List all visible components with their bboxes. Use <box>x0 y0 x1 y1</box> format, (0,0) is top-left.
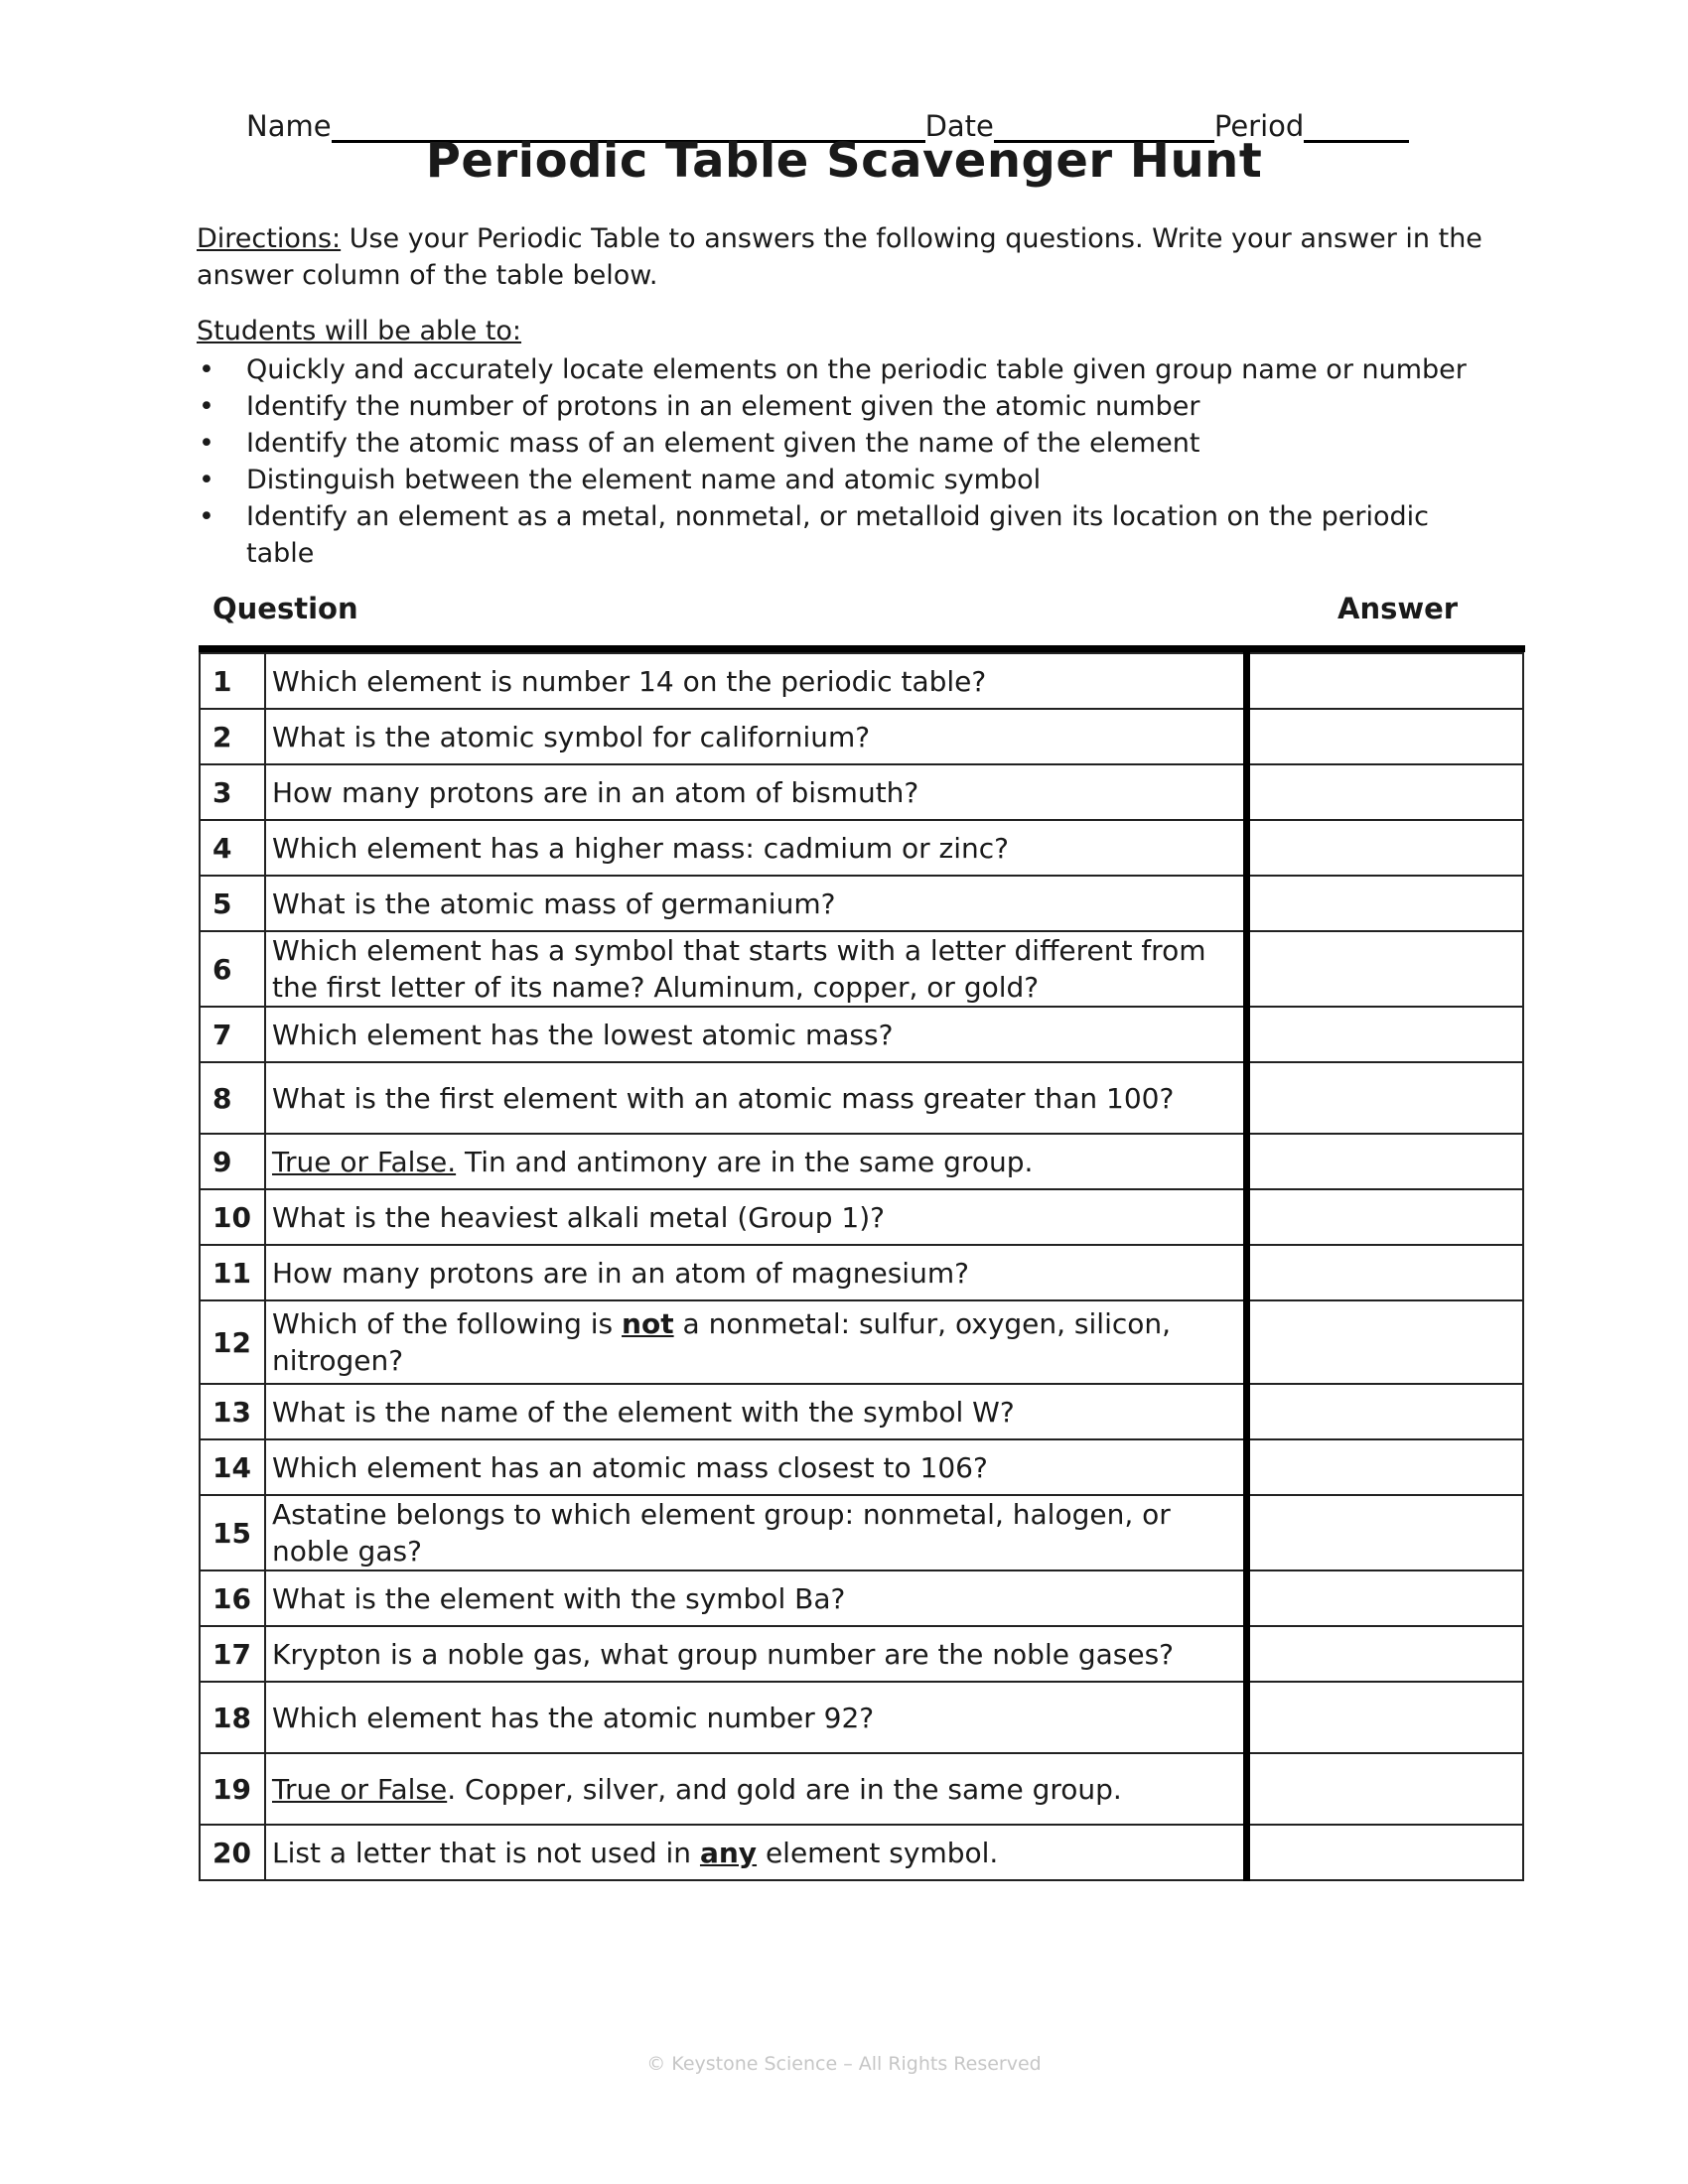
date-label: Date <box>924 109 994 143</box>
question-text <box>265 1753 1247 1825</box>
question-number: 3 <box>200 764 265 820</box>
answer-cell[interactable] <box>1247 876 1524 931</box>
question-text <box>265 1570 1247 1626</box>
question-number: 11 <box>200 1245 265 1300</box>
answer-cell[interactable] <box>1247 820 1524 876</box>
question-text <box>265 1007 1247 1062</box>
table-row <box>200 653 1523 709</box>
table-row <box>200 1825 1523 1880</box>
table-row <box>200 1495 1523 1570</box>
question-text <box>265 1245 1247 1300</box>
question-text <box>265 1189 1247 1245</box>
question-text <box>265 1825 1247 1880</box>
answer-cell[interactable] <box>1247 1384 1524 1439</box>
objective-item <box>197 388 1487 425</box>
question-text-pre: Which element is number 14 on the periodic table? <box>272 664 987 698</box>
question-number: 19 <box>200 1753 265 1825</box>
table-row <box>200 876 1523 931</box>
answer-cell[interactable] <box>1247 709 1524 764</box>
answer-cell[interactable] <box>1247 1300 1524 1384</box>
answer-cell[interactable] <box>1247 653 1524 709</box>
table-row <box>200 1439 1523 1495</box>
question-number: 6 <box>200 931 265 1007</box>
table-row <box>200 1570 1523 1626</box>
table-row <box>200 709 1523 764</box>
answer-cell[interactable] <box>1247 1682 1524 1753</box>
answer-cell[interactable] <box>1247 1495 1524 1570</box>
question-text-pre: Astatine belongs to which element group: nonmetal, halogen, or noble gas? <box>272 1498 1171 1568</box>
question-number: 7 <box>200 1007 265 1062</box>
objective-text: Identify the atomic mass of an element given the name of the element <box>246 428 1200 459</box>
objective-item <box>197 425 1487 462</box>
bullet-icon: • <box>199 501 214 532</box>
question-text-pre: List a letter that is not used in <box>272 1836 700 1869</box>
directions-label: Directions: <box>197 223 342 254</box>
question-text <box>265 931 1247 1007</box>
question-number: 10 <box>200 1189 265 1245</box>
question-text <box>265 653 1247 709</box>
answer-cell[interactable] <box>1247 1570 1524 1626</box>
question-text-pre: Which element has an atomic mass closest to 106? <box>272 1450 988 1484</box>
bullet-icon: • <box>199 354 214 385</box>
table-row <box>200 820 1523 876</box>
table-row <box>200 1300 1523 1384</box>
question-text <box>265 709 1247 764</box>
question-text-emphasis: any <box>699 1836 758 1869</box>
question-text-emphasis: not <box>622 1307 674 1340</box>
table-row <box>200 931 1523 1007</box>
question-number: 9 <box>200 1134 265 1189</box>
objective-text: Identify the number of protons in an element given the atomic number <box>246 391 1200 422</box>
objective-item <box>197 351 1487 388</box>
question-text-post: Tin and antimony are in the same group. <box>456 1145 1034 1178</box>
question-text <box>265 1134 1247 1189</box>
table-row <box>200 1245 1523 1300</box>
question-text-pre: Which element has a higher mass: cadmium or zinc? <box>272 831 1010 865</box>
question-text-pre: What is the atomic symbol for californium? <box>272 720 871 753</box>
period-label: Period <box>1213 109 1305 143</box>
answer-cell[interactable] <box>1247 1439 1524 1495</box>
question-text <box>265 1495 1247 1570</box>
table-row <box>200 1007 1523 1062</box>
question-number: 1 <box>200 653 265 709</box>
answer-cell[interactable] <box>1247 1062 1524 1134</box>
table-row <box>200 1134 1523 1189</box>
copyright-footer: © Keystone Science – All Rights Reserved <box>646 2053 1042 2075</box>
question-text <box>265 1682 1247 1753</box>
question-text-pre: Krypton is a noble gas, what group number are the noble gases? <box>272 1637 1175 1671</box>
table-row <box>200 1682 1523 1753</box>
answer-cell[interactable] <box>1247 1134 1524 1189</box>
question-text-pre: Which element has a symbol that starts with a letter different from the first letter of its name? Aluminum, copper, or gold? <box>272 934 1206 1004</box>
question-text-pre: How many protons are in an atom of magnesium? <box>272 1256 969 1290</box>
answer-column-header: Answer <box>1337 592 1459 625</box>
question-text-post: . Copper, silver, and gold are in the same group. <box>447 1772 1122 1806</box>
objective-item <box>197 498 1487 572</box>
question-number: 15 <box>200 1495 265 1570</box>
objective-text: Distinguish between the element name and atomic symbol <box>246 465 1042 495</box>
question-text-pre: What is the atomic mass of germanium? <box>272 887 836 920</box>
answer-cell[interactable] <box>1247 1189 1524 1245</box>
question-number: 14 <box>200 1439 265 1495</box>
question-number: 5 <box>200 876 265 931</box>
table-top-rule <box>199 645 1525 652</box>
question-text-emphasis: True or False <box>272 1772 448 1806</box>
question-text-post: element symbol. <box>757 1836 999 1869</box>
directions-text: Use your Periodic Table to answers the following questions. Write your answer in the answer column of the table below. <box>197 223 1482 291</box>
question-text-pre: What is the first element with an atomic mass greater than 100? <box>272 1081 1175 1115</box>
bullet-icon: • <box>199 391 214 422</box>
question-number: 20 <box>200 1825 265 1880</box>
name-label: Name <box>246 109 332 143</box>
table-row <box>200 1626 1523 1682</box>
question-text <box>265 876 1247 931</box>
bullet-icon: • <box>199 428 214 459</box>
question-text-pre: Which of the following is <box>272 1307 623 1340</box>
table-row <box>200 1384 1523 1439</box>
question-number: 4 <box>200 820 265 876</box>
question-table <box>199 652 1524 1881</box>
question-text-pre: What is the name of the element with the symbol W? <box>272 1395 1015 1429</box>
answer-cell[interactable] <box>1247 1007 1524 1062</box>
directions <box>197 220 1487 294</box>
question-number: 16 <box>200 1570 265 1626</box>
answer-cell[interactable] <box>1247 1626 1524 1682</box>
answer-cell[interactable] <box>1247 1753 1524 1825</box>
objectives-list <box>197 351 1487 572</box>
table-row <box>200 764 1523 820</box>
objective-text: Identify an element as a metal, nonmetal, or metalloid given its location on the periodic table <box>246 501 1429 569</box>
question-text-post: a nonmetal: sulfur, oxygen, silicon, nitrogen? <box>272 1307 1172 1377</box>
question-text <box>265 1062 1247 1134</box>
table-row <box>200 1189 1523 1245</box>
question-text <box>265 1384 1247 1439</box>
objective-item <box>197 462 1487 498</box>
question-text-pre: How many protons are in an atom of bismuth? <box>272 775 919 809</box>
answer-cell[interactable] <box>1247 931 1524 1007</box>
question-number: 18 <box>200 1682 265 1753</box>
question-text-pre: What is the heaviest alkali metal (Group 1)? <box>272 1200 886 1234</box>
question-text-emphasis: True or False. <box>272 1145 457 1178</box>
answer-cell[interactable] <box>1247 764 1524 820</box>
question-number: 8 <box>200 1062 265 1134</box>
page-title: Periodic Table Scavenger Hunt <box>425 133 1263 189</box>
question-number: 12 <box>200 1300 265 1384</box>
question-text <box>265 1626 1247 1682</box>
question-text-pre: Which element has the atomic number 92? <box>272 1701 875 1734</box>
question-column-header: Question <box>212 592 358 625</box>
question-text <box>265 820 1247 876</box>
question-number: 17 <box>200 1626 265 1682</box>
table-row <box>200 1753 1523 1825</box>
question-text <box>265 764 1247 820</box>
question-text-pre: Which element has the lowest atomic mass? <box>272 1018 894 1051</box>
question-text-pre: What is the element with the symbol Ba? <box>272 1581 846 1615</box>
question-text <box>265 1439 1247 1495</box>
question-text <box>265 1300 1247 1384</box>
bullet-icon: • <box>199 465 214 495</box>
objectives-heading: Students will be able to: <box>197 316 522 346</box>
question-number: 13 <box>200 1384 265 1439</box>
answer-cell[interactable] <box>1247 1825 1524 1880</box>
table-row <box>200 1062 1523 1134</box>
question-number: 2 <box>200 709 265 764</box>
answer-cell[interactable] <box>1247 1245 1524 1300</box>
objective-text: Quickly and accurately locate elements on the periodic table given group name or number <box>246 354 1467 385</box>
